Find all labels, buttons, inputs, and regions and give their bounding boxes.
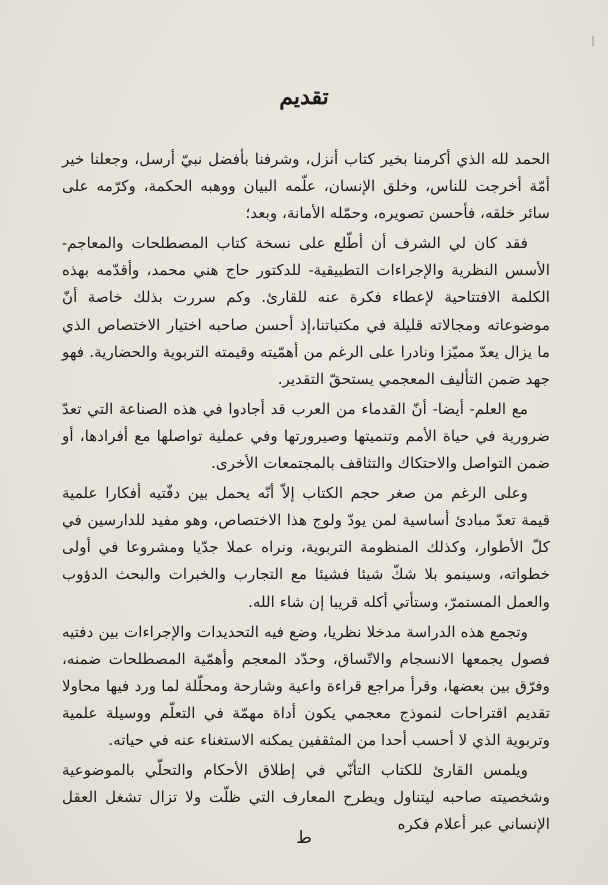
paragraph-1: الحمد لله الذي أكرمنا بخير كتاب أنزل، وشرفنا بأفضل نبيّ أرسل، وجعلنا خير أمّة أخرجت للناس، وخلق الإنسان، علّمه البيان ووهبه الحكمة، وكرّمه على سائر خلقه، فأحسن تصويره، وحمّله الأمانة، وبعد؛	[62, 150, 550, 223]
page-corner-mark	[592, 36, 594, 46]
paragraph-4: وعلى الرغم من صغر حجم الكتاب إلاّ أنّه يحمل بين دفّتيه أفكارا علمية قيمة تعدّ مبادئ أساسية لمن يودّ ولوج هذا الاختصاص، وهو مفيد للدارسين في كلّ الأطوار، وكذلك المنظومة التربوية، ونراه عملا جدّيا ومشروعا في أولى خطواته، وسينمو بلا شكّ شيئا فشيئا مع التجارب والخبرات والبحث الدؤوب والعمل المستمرّ، وستأتي أكله قريبا إن شاء الله.	[62, 484, 550, 611]
body-text	[62, 146, 550, 841]
page-title: تقديم	[279, 84, 329, 110]
page-number: ط	[296, 828, 312, 848]
paragraph-3: مع العلم- أيضا- أنّ القدماء من العرب قد أجادوا في هذه الصناعة التي تعدّ ضرورية في حياة الأمم وتنميتها وصيرورتها وفي عملية تواصلها مع أفرادها، أو ضمن التواصل والاحتكاك والتثاقف بالمجتمعات الأخرى.	[62, 399, 550, 473]
paragraph-6: ويلمس القارئ للكتاب التأنّي في إطلاق الأحكام والتحلّي بالموضوعية وشخصيته صاحبه ليتناول ويطرح المعارف التي ظلّت ولا تزال تشغل العقل الإنساني عبر أعلام فكره	[62, 761, 550, 834]
paragraph-5: وتجمع هذه الدراسة مدخلا نظريا، وضع فيه التحديدات والإجراءات بين دفتيه فصول يجمعها الانسجام والاتّساق، وحدّد المعجم وأهمّية المصطلحات ضمنه، وفرّق بين بعضها، وقرأ مراجع قراءة واعية وشارحة ومحلّلة لما ورد فيها محاولا تقديم اقتراحات لنموذج معجمي يكون أداة مهمّة في التعلّم ووسيلة علمية وتربوية الذي لا أحسب أحدا من المثقفين يمكنه الاستغناء عنه في حياته.	[62, 622, 550, 749]
paragraph-2: فقد كان لي الشرف أن أطّلع على نسخة كتاب المصطلحات والمعاجم- الأسس النظرية والإجراءات التطبيقية- للدكتور حاج هني محمد، وأقدّمه بهذه الكلمة الافتتاحية لإعطاء فكرة عنه للقارئ. وكم سررت بذلك خاصة أنّ موضوعاته ومجالاته قليلة في مكتباتنا،إذ أحسن صاحبه اختيار الاختصاص الذي ما يزال يعدّ مميّزا ونادرا على الرغم من أهمّيته وقيمته التربوية والحضارية. فهو جهد ضمن التأليف المعجمي يستحقّ التقدير.	[62, 234, 550, 388]
